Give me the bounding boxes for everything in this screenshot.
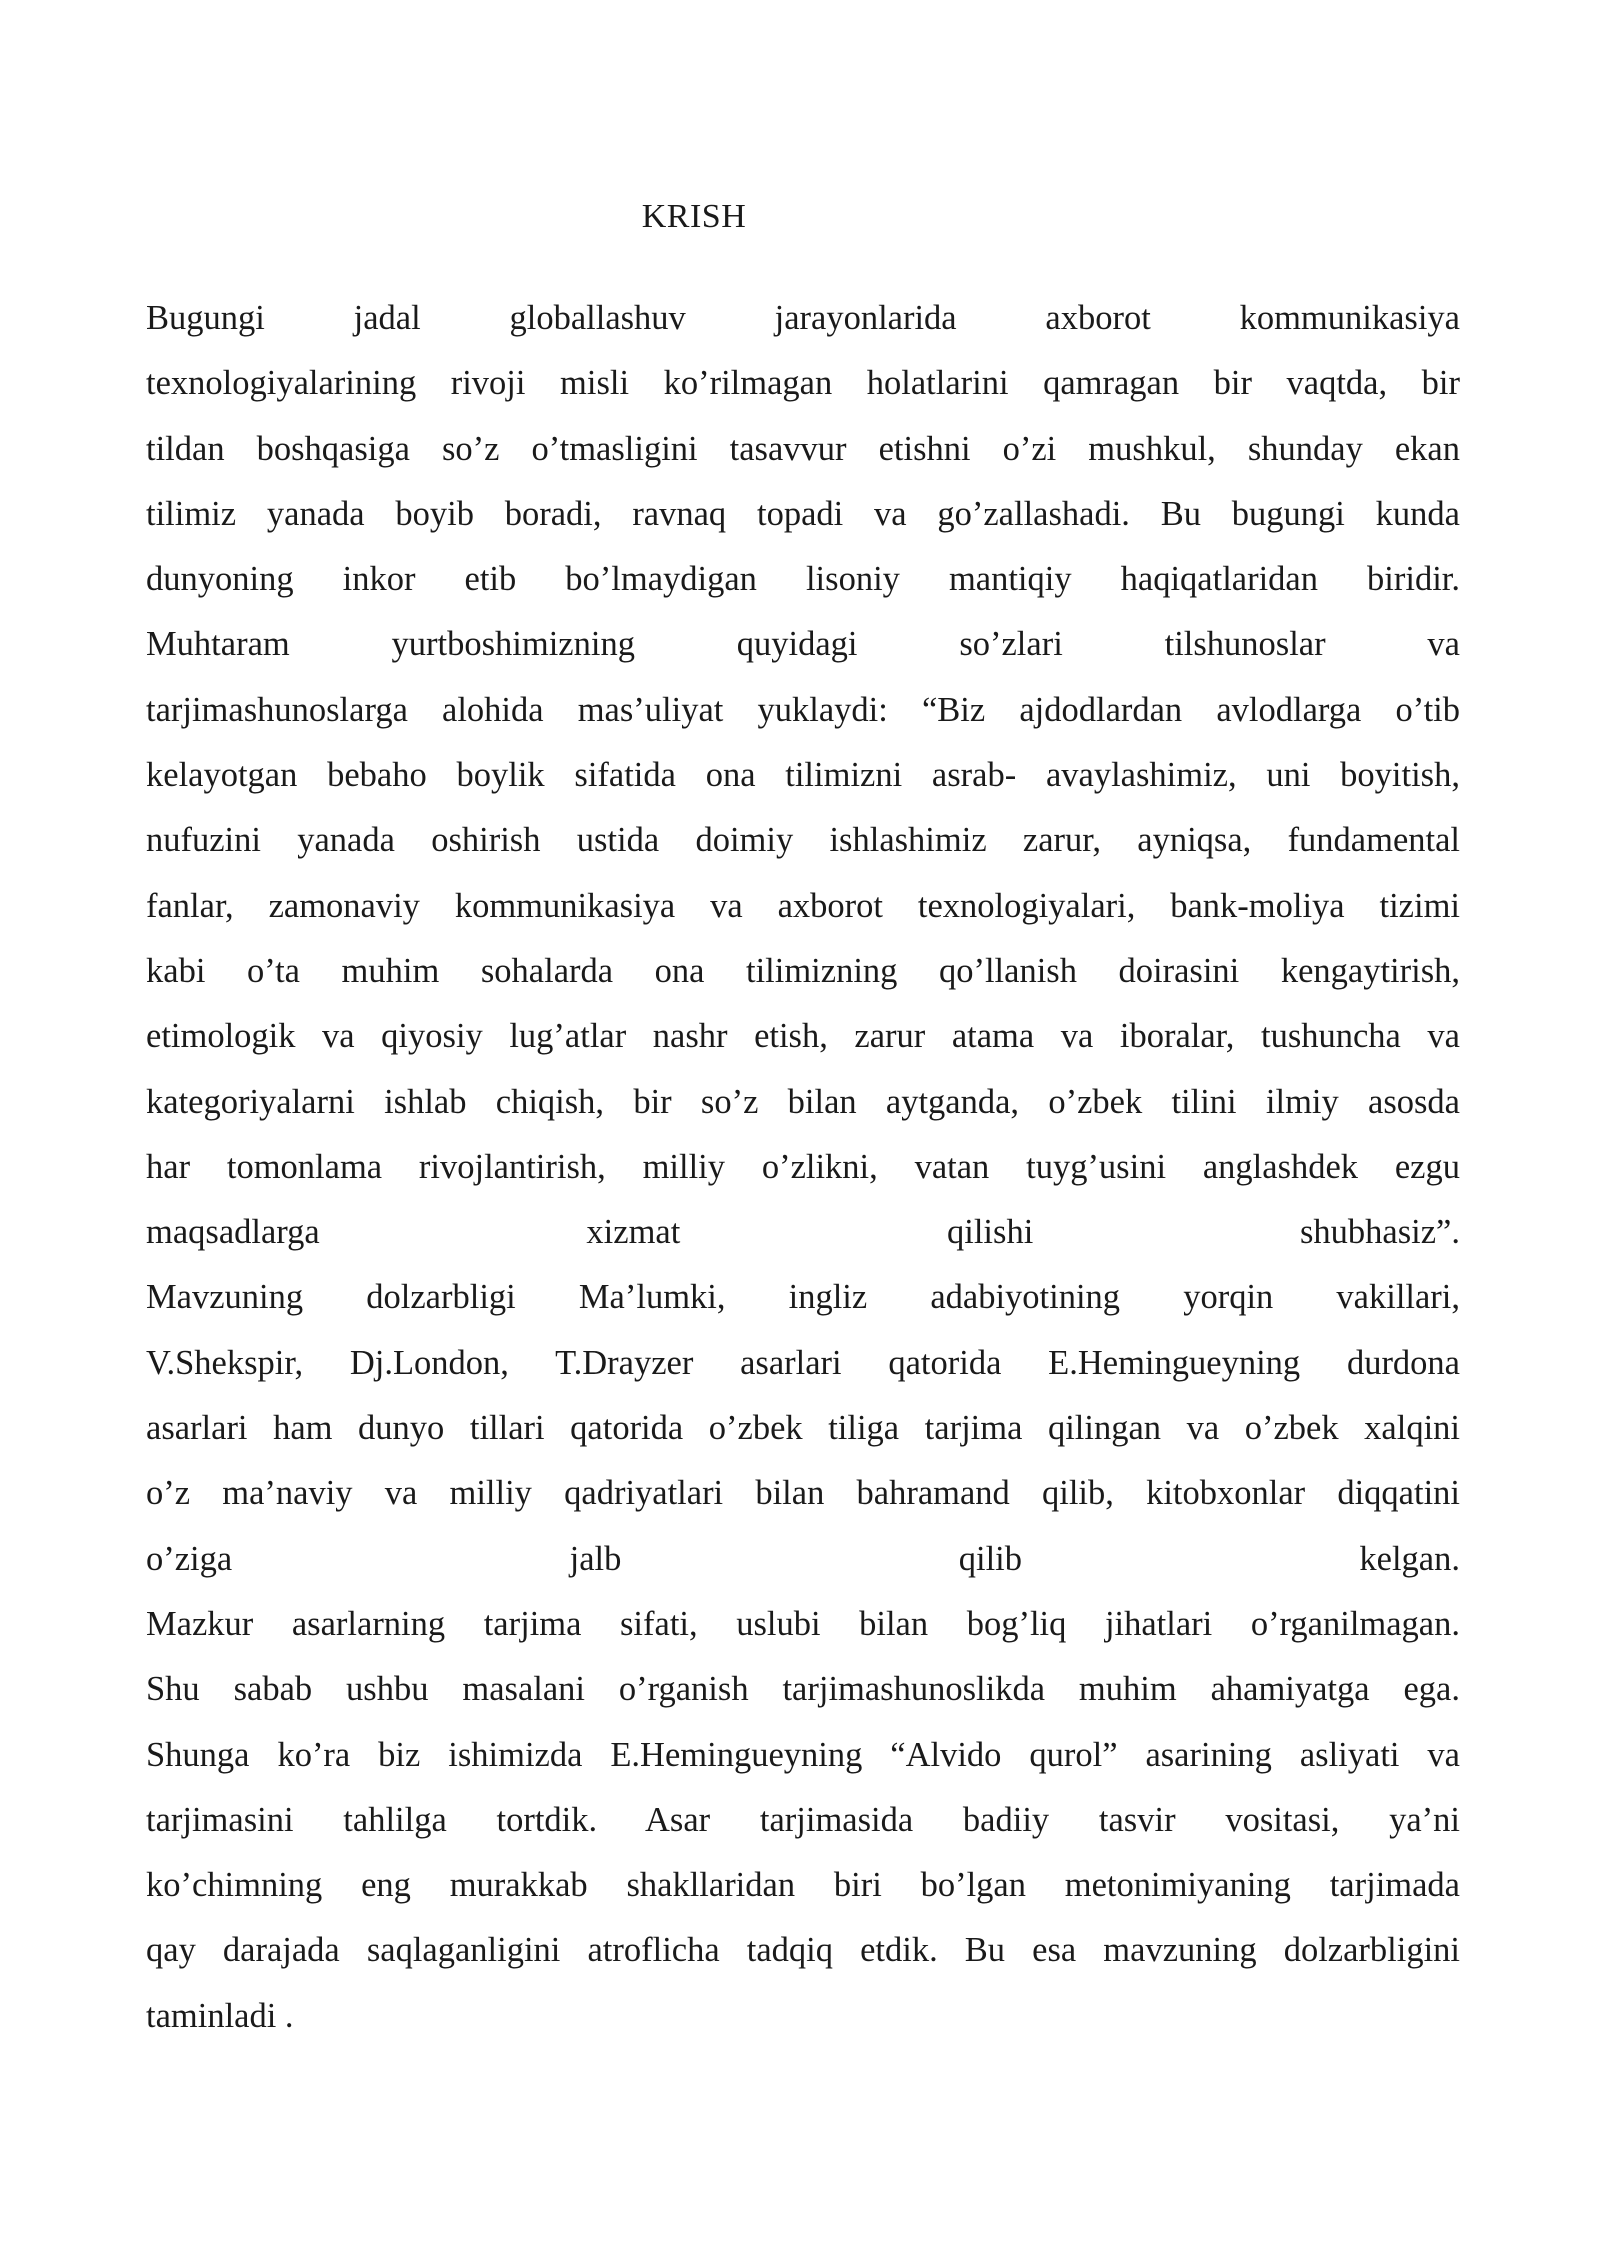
body-line: asarlari ham dunyo tillari qatorida o’zbek tiliga tarjima qilingan va o’zbek xalqini [146,1409,1460,1448]
body-line: taminladi . [146,1996,294,2035]
body-line: etimologik va qiyosiy lug’atlar nashr etish, zarur atama va iboralar, tushuncha va [146,1017,1460,1056]
body-line: Mazkur asarlarning tarjima sifati, uslubi bilan bog’liq jihatlari o’rganilmagan. [146,1604,1460,1643]
body-line: tilimiz yanada boyib boradi, ravnaq topadi va go’zallashadi. Bu bugungi kunda [146,494,1460,533]
body-line: tarjimasini tahlilga tortdik. Asar tarjimasida badiiy tasvir vositasi, ya’ni [146,1800,1460,1839]
document-title: KRISH [641,198,747,235]
body-line: kelayotgan bebaho boylik sifatida ona tilimizni asrab- avaylashimiz, uni boyitish, [146,756,1460,795]
body-line: kabi o’ta muhim sohalarda ona tilimizning qo’llanish doirasini kengaytirish, [146,951,1460,990]
body-line: Mavzuning dolzarbligi Ma’lumki, ingliz adabiyotining yorqin vakillari, [146,1278,1460,1317]
body-line: kategoriyalarni ishlab chiqish, bir so’z bilan aytganda, o’zbek tilini ilmiy asosda [146,1082,1460,1121]
body-line: Shu sabab ushbu masalani o’rganish tarjimashunoslikda muhim ahamiyatga ega. [146,1670,1460,1709]
body-line: V.Shekspir, Dj.London, T.Drayzer asarlari qatorida E.Hemingueyning durdona [146,1343,1460,1382]
body-line: ko’chimning eng murakkab shakllaridan biri bo’lgan metonimiyaning tarjimada [146,1866,1460,1905]
body-line: maqsadlarga xizmat qilishi shubhasiz”. [146,1213,1460,1252]
body-line: tarjimashunoslarga alohida mas’uliyat yuklaydi: “Biz ajdodlardan avlodlarga o’tib [146,690,1460,729]
body-line: o’z ma’naviy va milliy qadriyatlari bilan bahramand qilib, kitobxonlar diqqatini [146,1474,1460,1513]
document-body [146,286,1460,2049]
body-line: nufuzini yanada oshirish ustida doimiy ishlashimiz zarur, ayniqsa, fundamental [146,821,1460,860]
body-line: dunyoning inkor etib bo’lmaydigan lisoniy mantiqiy haqiqatlaridan biridir. [146,560,1460,599]
body-line: har tomonlama rivojlantirish, milliy o’zlikni, vatan tuyg’usini anglashdek ezgu [146,1147,1460,1186]
body-line: tildan boshqasiga so’z o’tmasligini tasavvur etishni o’zi mushkul, shunday ekan [146,429,1460,468]
body-line: qay darajada saqlaganligini atroflicha tadqiq etdik. Bu esa mavzuning dolzarbligini [146,1931,1460,1970]
body-line: texnologiyalarining rivoji misli ko’rilmagan holatlarini qamragan bir vaqtda, bir [146,364,1460,403]
body-line: Bugungi jadal globallashuv jarayonlarida axborot kommunikasiya [146,299,1460,337]
body-line: Muhtaram yurtboshimizning quyidagi so’zlari tilshunoslar va [146,625,1460,664]
body-line: fanlar, zamonaviy kommunikasiya va axborot texnologiyalari, bank-moliya tizimi [146,886,1460,925]
body-line: Shunga ko’ra biz ishimizda E.Hemingueyning “Alvido qurol” asarining asliyati va [146,1735,1460,1774]
body-line: o’ziga jalb qilib kelgan. [146,1539,1460,1578]
